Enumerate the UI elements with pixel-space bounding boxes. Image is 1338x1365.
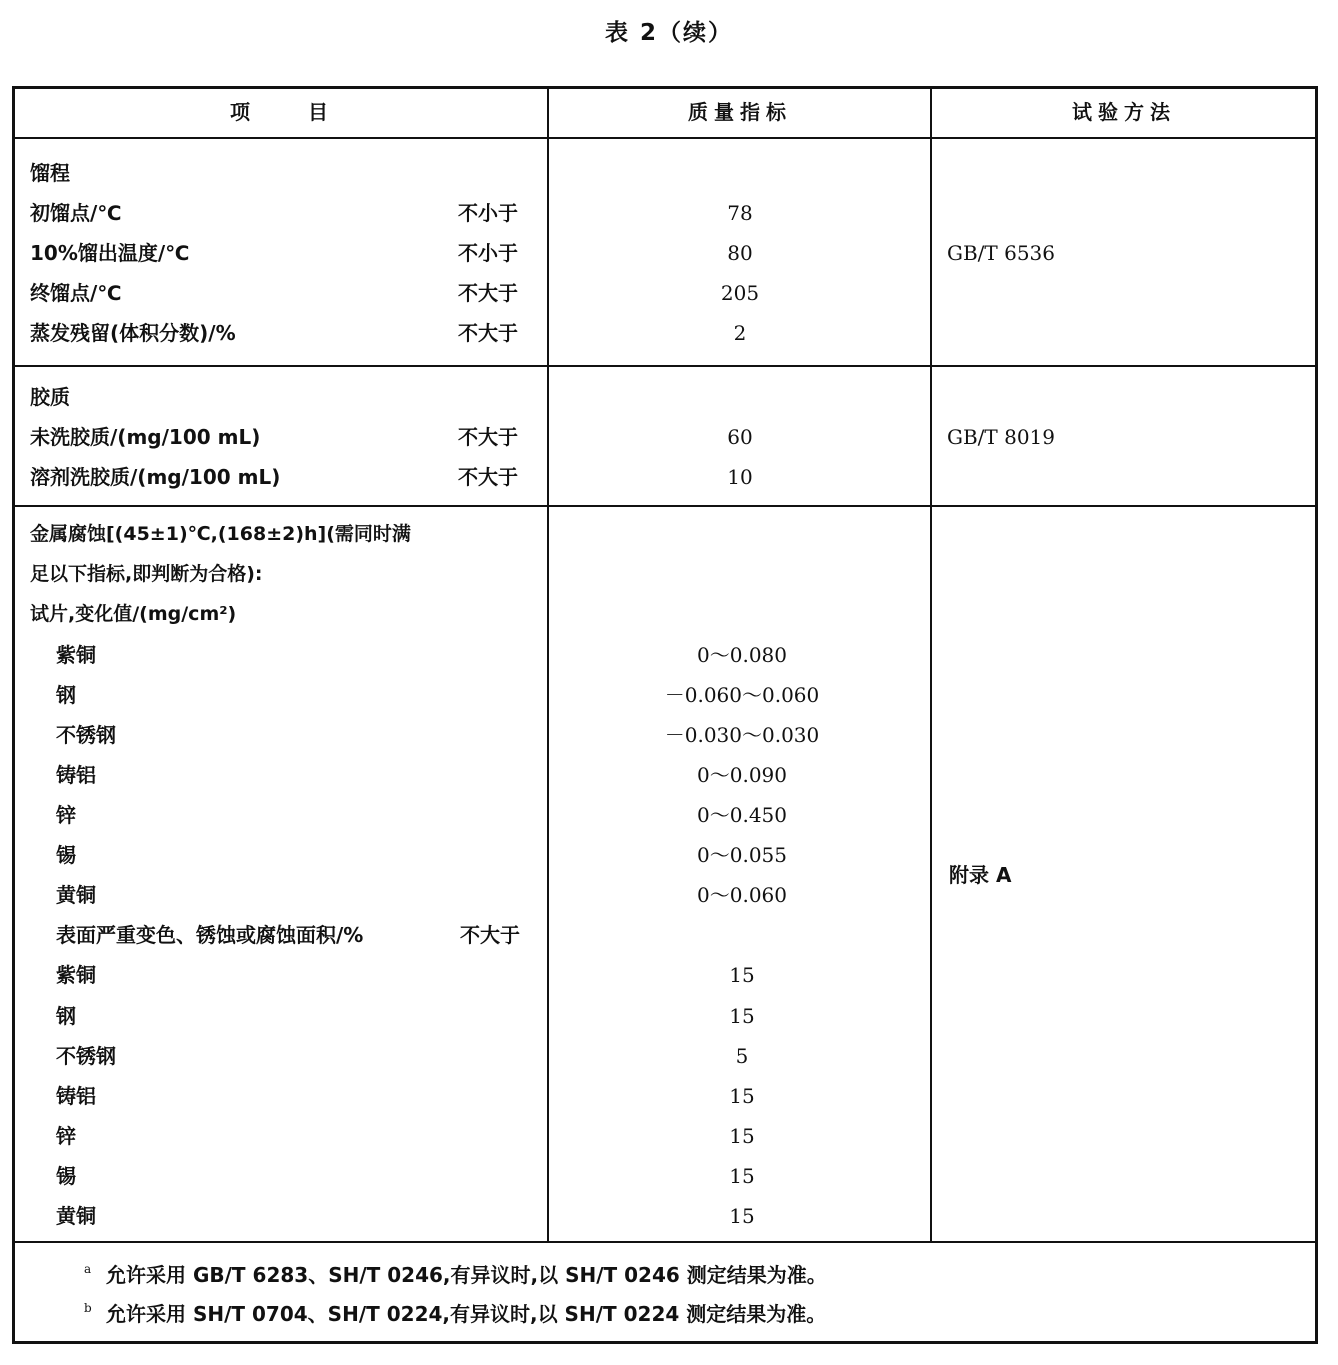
header-method: 试验方法 — [1072, 100, 1176, 124]
subsection-heading: 试片,变化值/(mg/cm²) — [30, 603, 237, 625]
metal-name: 锌 — [56, 803, 76, 827]
row-divider — [14, 365, 1316, 367]
row-divider — [14, 1241, 1316, 1243]
subsection-heading: 表面严重变色、锈蚀或腐蚀面积/% — [56, 923, 364, 947]
metal-name: 锡 — [56, 843, 76, 867]
item-limit: 不大于 — [458, 281, 518, 305]
metal-value: 0～0.080 — [697, 643, 787, 667]
metal-name: 钢 — [56, 683, 76, 707]
item-name: 初馏点/℃ — [30, 201, 122, 225]
test-method: GB/T 6536 — [947, 241, 1056, 265]
item-name: 终馏点/℃ — [30, 281, 122, 305]
section-heading: 金属腐蚀[(45±1)℃,(168±2)h](需同时满 — [30, 523, 411, 545]
item-name: 未洗胶质/(mg/100 mL) — [30, 425, 261, 449]
footnote-marker: a — [84, 1262, 92, 1276]
metal-value: 5 — [735, 1044, 749, 1068]
column-divider — [547, 88, 549, 1242]
metal-name: 钢 — [56, 1004, 76, 1028]
header-quality: 质量指标 — [688, 100, 792, 124]
metal-value: 15 — [729, 1124, 755, 1148]
item-limit: 不大于 — [458, 321, 518, 345]
test-method: 附录 A — [949, 863, 1012, 887]
item-value: 60 — [727, 425, 753, 449]
metal-value: 15 — [729, 1084, 755, 1108]
item-value: 205 — [720, 281, 760, 305]
section-heading: 胶质 — [30, 385, 70, 409]
metal-name: 不锈钢 — [56, 1044, 116, 1068]
row-divider — [14, 505, 1316, 507]
item-value: 78 — [727, 201, 753, 225]
item-value: 2 — [733, 321, 747, 345]
metal-name: 不锈钢 — [56, 723, 116, 747]
metal-value: 15 — [729, 1164, 755, 1188]
item-value: 80 — [727, 241, 753, 265]
metal-value: 0～0.055 — [697, 843, 787, 867]
metal-value: 0～0.060 — [697, 883, 787, 907]
metal-name: 锡 — [56, 1164, 76, 1188]
footnote: 允许采用 GB/T 6283、SH/T 0246,有异议时,以 SH/T 0246 测定结果为准。 — [106, 1263, 827, 1287]
item-name: 蒸发残留(体积分数)/% — [30, 321, 236, 345]
metal-name: 铸铝 — [56, 1084, 96, 1108]
item-limit: 不大于 — [458, 425, 518, 449]
item-value: 10 — [727, 465, 753, 489]
metal-value: 15 — [729, 1004, 755, 1028]
header-item: 项 目 — [230, 100, 334, 124]
item-limit: 不大于 — [460, 923, 520, 947]
footnote: 允许采用 SH/T 0704、SH/T 0224,有异议时,以 SH/T 0224 测定结果为准。 — [106, 1302, 827, 1326]
spec-table — [12, 86, 1318, 1344]
metal-name: 紫铜 — [56, 963, 96, 987]
item-name: 10%馏出温度/℃ — [30, 241, 190, 265]
metal-value: －0.030～0.030 — [664, 723, 820, 747]
item-limit: 不小于 — [458, 201, 518, 225]
row-divider — [14, 137, 1316, 139]
item-limit: 不大于 — [458, 465, 518, 489]
metal-value: 15 — [729, 963, 755, 987]
metal-value: 0～0.450 — [697, 803, 787, 827]
footnote-marker: b — [84, 1301, 92, 1315]
item-limit: 不小于 — [458, 241, 518, 265]
metal-value: 15 — [729, 1204, 755, 1228]
test-method: GB/T 8019 — [947, 425, 1056, 449]
metal-value: 0～0.090 — [697, 763, 787, 787]
metal-value: －0.060～0.060 — [664, 683, 820, 707]
table-title: 表 2（续） — [604, 20, 733, 46]
item-name: 溶剂洗胶质/(mg/100 mL) — [30, 465, 281, 489]
section-heading: 馏程 — [30, 161, 70, 185]
metal-name: 黄铜 — [56, 883, 96, 907]
metal-name: 铸铝 — [56, 763, 96, 787]
section-heading-continued: 足以下指标,即判断为合格): — [30, 563, 263, 585]
metal-name: 黄铜 — [56, 1204, 96, 1228]
column-divider — [930, 88, 932, 1242]
metal-name: 锌 — [56, 1124, 76, 1148]
metal-name: 紫铜 — [56, 643, 96, 667]
